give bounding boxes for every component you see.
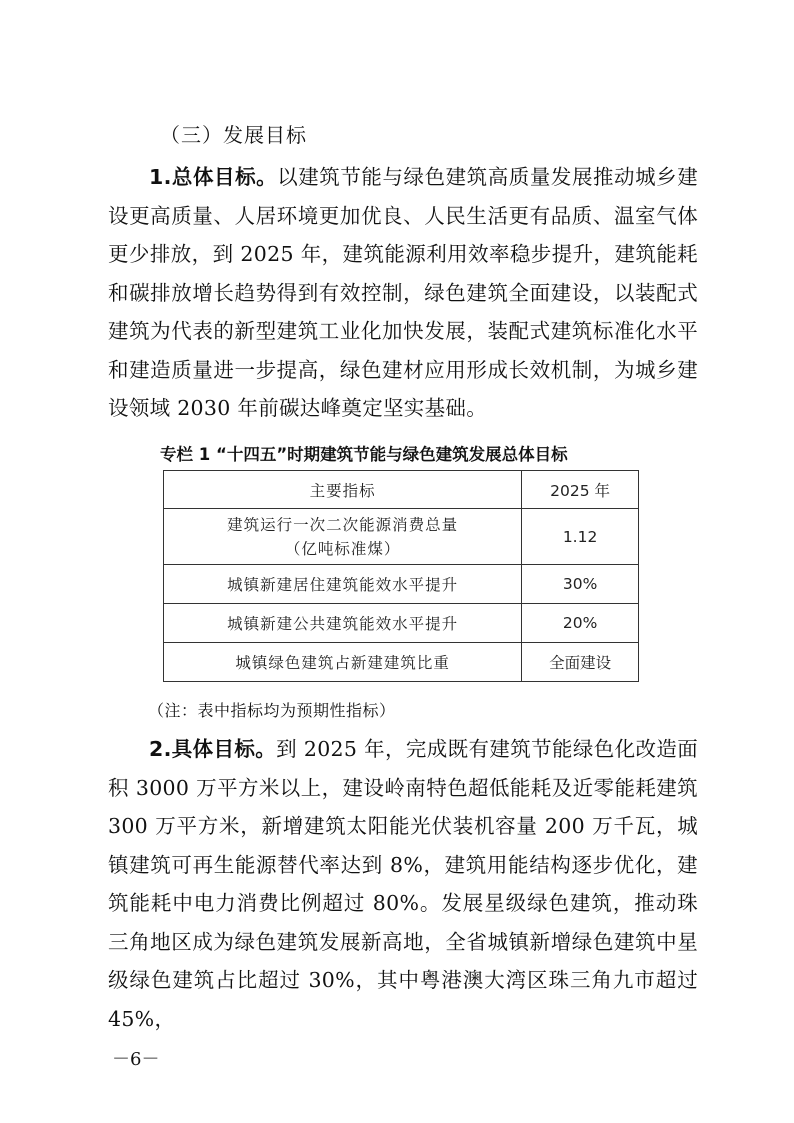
paragraph-overall-goal (108, 158, 698, 428)
table-row (164, 509, 639, 565)
page-number: －6－ (112, 1049, 160, 1070)
table-title: 专栏 1 “十四五”时期建筑节能与绿色建筑发展总体目标 (160, 445, 568, 464)
header-year: 2025 年 (522, 471, 639, 509)
row-value: 20% (522, 604, 639, 643)
paragraph-specific-goal (108, 730, 698, 1038)
goals-table (163, 470, 639, 682)
row-value: 1.12 (522, 509, 639, 565)
table-row (164, 565, 639, 604)
row-indicator (164, 509, 522, 565)
specific-goal-text: 到 2025 年，完成既有建筑节能绿色化改造面积 3000 万平方米以上，建设岭南特色超低能耗及近零能耗建筑 300 万平方米，新增建筑太阳能光伏装机容量 200 万千瓦，城镇建筑可再生能源替代率达到 8%，建筑用能结构逐步优化，建筑能耗中电力消费比例超过 80%。发展星级绿色建筑，推动珠三角地区成为绿色建筑发展新高地，全省城镇新增绿色建筑中星级绿色建筑占比超过 30%，其中粤港澳大湾区珠三角九市超过 45%， (108, 737, 698, 1031)
table-note: （注：表中指标均为预期性指标） (148, 701, 396, 720)
row-value: 30% (522, 565, 639, 604)
table-header-row (164, 471, 639, 509)
overall-goal-lead: 1.总体目标。 (149, 165, 278, 189)
table-row (164, 643, 639, 682)
overall-goal-text: 以建筑节能与绿色建筑高质量发展推动城乡建设更高质量、人居环境更加优良、人民生活更有品质、温室气体更少排放，到 2025 年，建筑能源利用效率稳步提升，建筑能耗和碳排放增长趋势得到有效控制，绿色建筑全面建设，以装配式建筑为代表的新型建筑工业化加快发展，装配式建筑标准化水平和建造质量进一步提高，绿色建材应用形成长效机制，为城乡建设领域 2030 年前碳达峰奠定坚实基础。 (108, 165, 699, 420)
row-indicator-line1: 建筑运行一次二次能源消费总量 (227, 515, 459, 534)
row-value: 全面建设 (522, 643, 639, 682)
row-indicator: 城镇新建公共建筑能效水平提升 (164, 604, 522, 643)
specific-goal-lead: 2.具体目标。 (149, 737, 277, 761)
section-heading: （三）发展目标 (160, 123, 307, 147)
header-indicator: 主要指标 (164, 471, 522, 509)
row-indicator: 城镇绿色建筑占新建建筑比重 (164, 643, 522, 682)
row-indicator: 城镇新建居住建筑能效水平提升 (164, 565, 522, 604)
row-indicator-line2: （亿吨标准煤） (284, 539, 401, 558)
table-row (164, 604, 639, 643)
